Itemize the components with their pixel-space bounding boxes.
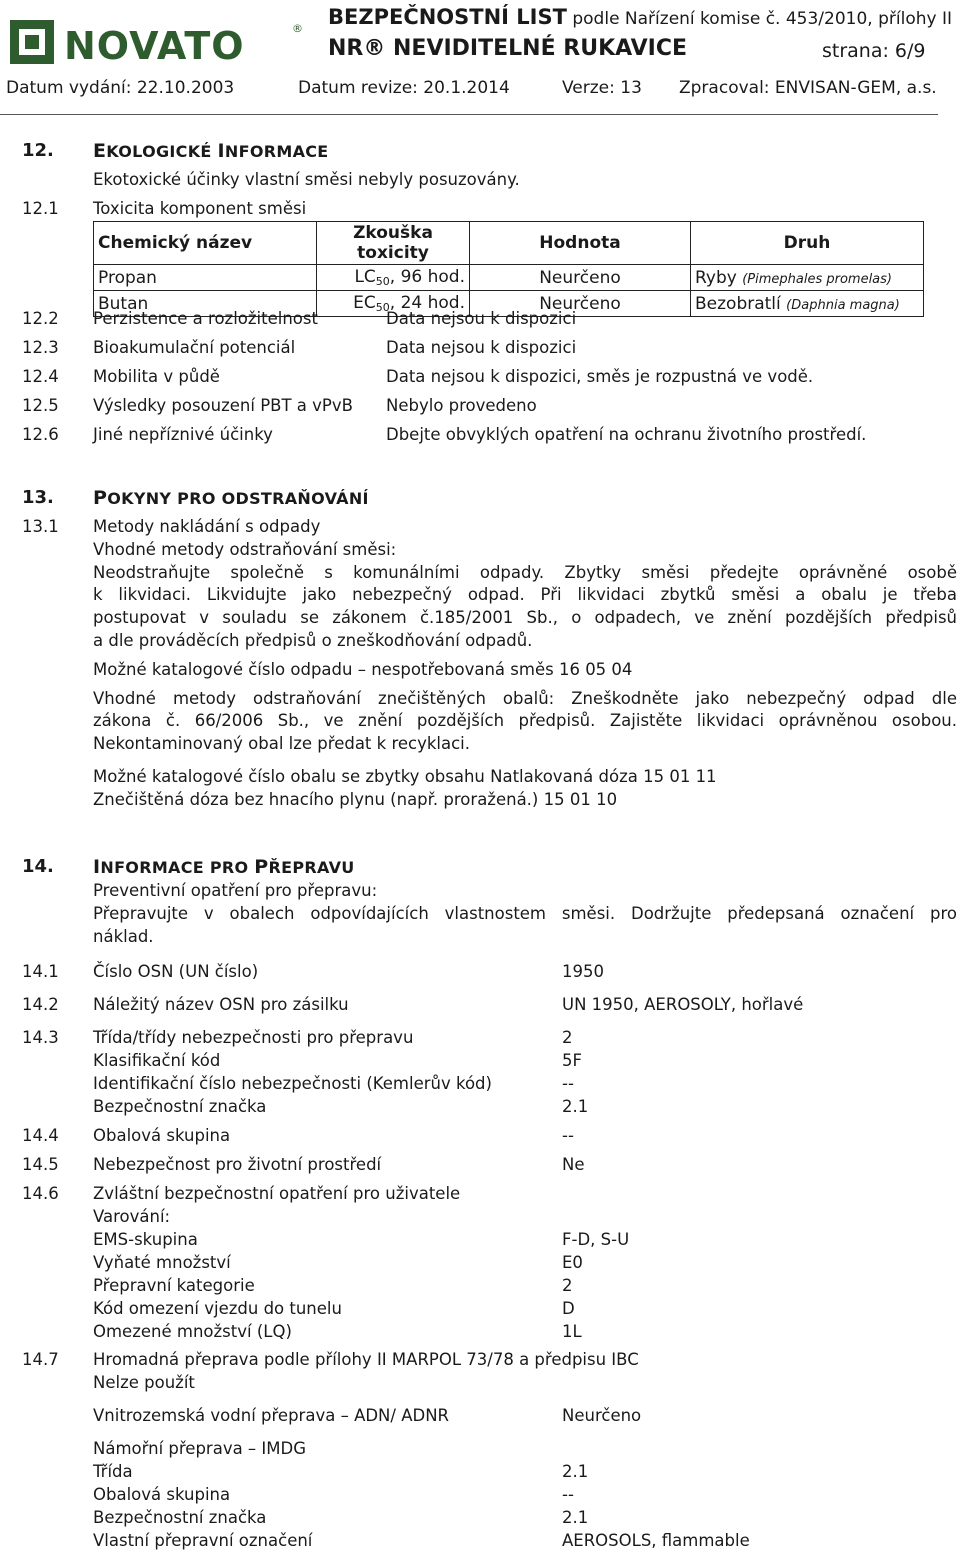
paragraph-line: Vhodné metody odstraňování znečištěných obalů: Zneškodněte jako nebezpečný odpad dle: [93, 689, 957, 708]
item-label: Obalová skupina: [93, 1485, 231, 1504]
item-value: 2: [562, 1276, 573, 1295]
item-label: Obalová skupina: [93, 1126, 231, 1145]
item-label: Metody nakládání s odpady: [93, 517, 321, 536]
section-12-number: 12.: [22, 140, 54, 161]
table-cell: [691, 291, 924, 317]
table-cell: Neurčeno: [470, 291, 691, 317]
item-label: Přepravní kategorie: [93, 1276, 255, 1295]
item-label: Hromadná přeprava podle přílohy II MARPOL 73/78 a předpisu IBC: [93, 1350, 639, 1369]
paragraph: Vhodné metody odstraňování směsi:: [93, 540, 397, 559]
item-value: 1L: [562, 1322, 582, 1341]
item-number: 12.2: [22, 309, 59, 328]
item-label: Varování:: [93, 1207, 171, 1226]
table-cell: [317, 265, 470, 291]
item-number: 14.4: [22, 1126, 59, 1145]
paragraph: Možné katalogové číslo odpadu – nespotřebovaná směs 16 05 04: [93, 660, 633, 679]
item-value: Data nejsou k dispozici, směs je rozpustná ve vodě.: [386, 367, 814, 386]
item-label: Jiné nepříznivé účinky: [93, 425, 273, 444]
item-value: Data nejsou k dispozici: [386, 309, 577, 328]
item-label: Bezpečnostní značka: [93, 1508, 267, 1527]
document-title-rest: podle Nařízení komise č. 453/2010, přílohy II: [566, 9, 952, 29]
toxicity-table: [93, 221, 924, 317]
logo-text: NOVATO: [64, 24, 245, 68]
item-label: Číslo OSN (UN číslo): [93, 962, 259, 981]
item-label: Vlastní přepravní označení: [93, 1531, 313, 1550]
column-header: Druh: [691, 222, 924, 265]
document-title: [328, 5, 952, 29]
paragraph-line: Neodstraňujte společně s komunálními odpady. Zbytky směsi předejte oprávněné osobě: [93, 563, 957, 582]
item-number: 12.4: [22, 367, 59, 386]
item-label: Vyňaté množství: [93, 1253, 231, 1272]
item-value: --: [562, 1126, 574, 1145]
item-value: 2.1: [562, 1508, 589, 1527]
paragraph-line: Znečištěná dóza bez hnacího plynu (např. proražená.) 15 01 10: [93, 790, 618, 809]
table-header-row: [94, 222, 924, 265]
item-number: 13.1: [22, 517, 59, 536]
item-value: --: [562, 1485, 574, 1504]
section-12-title: [93, 140, 329, 162]
section-12-intro: Ekotoxické účinky vlastní směsi nebyly posuzovány.: [93, 170, 520, 189]
item-label: Perzistence a rozložitelnost: [93, 309, 318, 328]
title-cap: I: [93, 856, 101, 878]
title-rest: KOLOGICKÉ: [106, 142, 212, 161]
title-cap: P: [93, 487, 108, 509]
item-label: Zvláštní bezpečnostní opatření pro uživatele: [93, 1184, 461, 1203]
item-label: Námořní přeprava – IMDG: [93, 1439, 307, 1458]
novato-logo: [10, 14, 303, 68]
paragraph-line: Nekontaminovaný obal lze předat k recyklaci.: [93, 734, 471, 753]
item-number: 12.6: [22, 425, 59, 444]
item-value: E0: [562, 1253, 583, 1272]
table-cell: [691, 265, 924, 291]
item-label: Bioakumulační potenciál: [93, 338, 296, 357]
item-number: 12.3: [22, 338, 59, 357]
item-value: AEROSOLS, flammable: [562, 1531, 750, 1550]
item-value: Nebylo provedeno: [386, 396, 537, 415]
item-value: 2.1: [562, 1097, 589, 1116]
item-value: --: [562, 1074, 574, 1093]
prepared-by: Zpracoval: ENVISAN-GEM, a.s.: [679, 78, 937, 98]
test-duration: , 24 hod.: [389, 293, 465, 313]
title-cap: E: [93, 140, 107, 162]
test-duration: , 96 hod.: [389, 267, 465, 287]
item-label: Omezené množství (LQ): [93, 1322, 292, 1341]
item-label: Identifikační číslo nebezpečnosti (Kemlerův kód): [93, 1074, 492, 1093]
species-latin: (Daphnia magna): [786, 297, 900, 313]
test-type: EC: [353, 293, 376, 313]
species: Bezobratlí: [695, 293, 781, 314]
paragraph-line: zákona č. 66/2006 Sb., ve znění pozdějších předpisů. Zajistěte likvidaci oprávněnou osobou.: [93, 711, 957, 730]
item-value: Data nejsou k dispozici: [386, 338, 577, 357]
item-label: Třída/třídy nebezpečnosti pro přepravu: [93, 1028, 414, 1047]
item-label: Toxicita komponent směsi: [93, 199, 307, 218]
item-value: 2.1: [562, 1462, 589, 1481]
version: Verze: 13: [562, 78, 642, 98]
document-title-bold: BEZPEČNOSTNÍ LIST: [328, 5, 567, 29]
title-cap: P: [254, 856, 269, 878]
paragraph: Preventivní opatření pro přepravu:: [93, 881, 378, 900]
item-value: 2: [562, 1028, 573, 1047]
test-type: LC: [354, 267, 376, 287]
item-label: Vnitrozemská vodní přeprava – ADN/ ADNR: [93, 1406, 450, 1425]
item-value: Ne: [562, 1155, 585, 1174]
section-14-title: [93, 856, 355, 878]
table-cell: Butan: [94, 291, 317, 317]
column-header: Hodnota: [470, 222, 691, 265]
title-rest: NFORMACE: [224, 142, 329, 161]
paragraph-line: postupovat v souladu se zákonem č.185/2001 Sb., o odpadech, ve znění pozdějších předpisů: [93, 608, 957, 627]
item-label: Kód omezení vjezdu do tunelu: [93, 1299, 342, 1318]
item-number: 12.1: [22, 199, 59, 218]
item-value: 1950: [562, 962, 604, 981]
title-cap: I: [217, 140, 225, 162]
section-14-number: 14.: [22, 856, 54, 877]
paragraph-line: náklad.: [93, 927, 154, 946]
paragraph-line: k likvidaci. Likvidujte jako nebezpečný odpad. Při likvidaci zbytků směsi a obalu je třeba: [93, 585, 957, 604]
product-name: NR® NEVIDITELNÉ RUKAVICE: [328, 36, 688, 61]
item-label: Náležitý název OSN pro zásilku: [93, 995, 349, 1014]
paragraph-line: Možné katalogové číslo obalu se zbytky obsahu Natlakovaná dóza 15 01 11: [93, 767, 717, 786]
item-label: Klasifikační kód: [93, 1051, 221, 1070]
novato-logo-mark-icon: [10, 20, 54, 64]
item-value: D: [562, 1299, 575, 1318]
item-value: UN 1950, AEROSOLY, hořlavé: [562, 995, 804, 1014]
header-divider: [0, 114, 938, 115]
section-13-number: 13.: [22, 487, 54, 508]
paragraph-line: Přepravujte v obalech odpovídajících vlastnostem směsi. Dodržujte předepsaná označení pro: [93, 904, 957, 923]
title-rest: ŘEPRAVU: [268, 858, 355, 877]
item-label: Třída: [93, 1462, 133, 1481]
species: Ryby: [695, 267, 737, 288]
item-number: 14.6: [22, 1184, 59, 1203]
species-latin: (Pimephales promelas): [742, 271, 892, 287]
item-value: 5F: [562, 1051, 582, 1070]
item-number: 14.2: [22, 995, 59, 1014]
item-label: Nebezpečnost pro životní prostředí: [93, 1155, 382, 1174]
issue-date: Datum vydání: 22.10.2003: [6, 78, 235, 98]
item-value: Neurčeno: [562, 1406, 642, 1425]
item-number: 12.5: [22, 396, 59, 415]
item-label: Nelze použít: [93, 1373, 195, 1392]
item-number: 14.1: [22, 962, 59, 981]
page-number: strana: 6/9: [822, 40, 926, 62]
table-cell: Propan: [94, 265, 317, 291]
item-label: Bezpečnostní značka: [93, 1097, 267, 1116]
item-number: 14.7: [22, 1350, 59, 1369]
item-value: F-D, S-U: [562, 1230, 630, 1249]
item-label: EMS-skupina: [93, 1230, 198, 1249]
column-header: Chemický název: [94, 222, 317, 265]
section-13-title: [93, 487, 369, 509]
paragraph-line: a dle prováděcích předpisů o zneškodňování odpadů.: [93, 631, 533, 650]
registered-mark-icon: ®: [292, 22, 303, 35]
item-label: Výsledky posouzení PBT a vPvB: [93, 396, 353, 415]
title-rest: OKYNY PRO ODSTRAŇOVÁNÍ: [107, 489, 369, 508]
revision-date: Datum revize: 20.1.2014: [298, 78, 510, 98]
table-cell: Neurčeno: [470, 265, 691, 291]
item-number: 14.3: [22, 1028, 59, 1047]
table-row: [94, 265, 924, 291]
item-label: Mobilita v půdě: [93, 367, 220, 386]
test-subscript: 50: [375, 275, 390, 288]
item-value: Dbejte obvyklých opatření na ochranu životního prostředí.: [386, 425, 867, 444]
item-number: 14.5: [22, 1155, 59, 1174]
title-rest: NFORMACE PRO: [100, 858, 255, 877]
test-subscript: 50: [375, 301, 390, 314]
column-header: Zkouška toxicity: [317, 222, 470, 265]
